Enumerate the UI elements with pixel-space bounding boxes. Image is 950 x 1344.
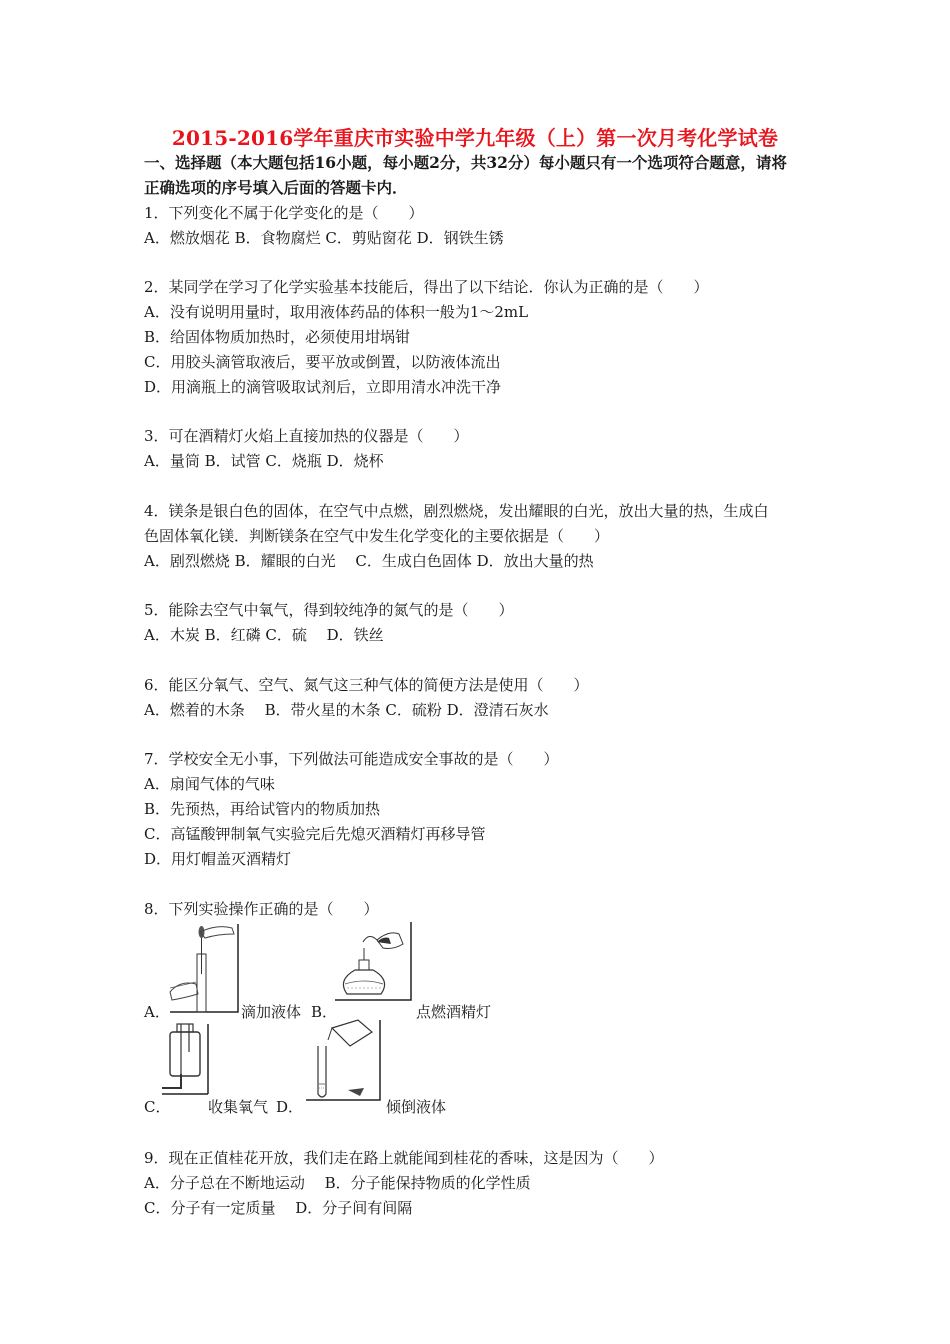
q1-options: A．燃放烟花 B．食物腐烂 C．剪贴窗花 D．钢铁生锈 bbox=[144, 229, 504, 247]
q1-stem: 1．下列变化不属于化学变化的是（ ） bbox=[144, 204, 424, 222]
dropper-figure bbox=[162, 922, 242, 1014]
q6-options: A．燃着的木条 B．带火星的木条 C．硫粉 D．澄清石灰水 bbox=[144, 701, 549, 719]
q3-stem: 3．可在酒精灯火焰上直接加热的仪器是（ ） bbox=[144, 427, 469, 445]
q9-stem: 9．现在正值桂花开放，我们走在路上就能闻到桂花的香味，这是因为（ ） bbox=[144, 1149, 664, 1167]
q8-option-d-text: 倾倒液体 bbox=[386, 1098, 447, 1116]
q4-stem-line-2: 色固体氧化镁．判断镁条在空气中发生化学变化的主要依据是（ ） bbox=[144, 527, 610, 545]
q7-option-b: B．先预热，再给试管内的物质加热 bbox=[144, 800, 381, 818]
q4-stem-line-1: 4．镁条是银白色的固体，在空气中点燃，剧烈燃烧，发出耀眼的白光，放出大量的热，生成白 bbox=[144, 502, 769, 520]
q7-option-a: A．扇闻气体的气味 bbox=[144, 775, 275, 793]
q6-stem: 6．能区分氧气、空气、氮气这三种气体的简便方法是使用（ ） bbox=[144, 676, 589, 694]
alcohol-lamp-figure bbox=[333, 920, 415, 1002]
q5-options: A．木炭 B．红磷 C．硫 D．铁丝 bbox=[144, 626, 384, 644]
q8-option-d-label: D． bbox=[276, 1098, 304, 1116]
q2-option-a: A．没有说明用量时，取用液体药品的体积一般为1～2mL bbox=[144, 303, 529, 321]
q7-option-d: D．用灯帽盖灭酒精灯 bbox=[144, 850, 292, 868]
q8-option-c-label: C． bbox=[144, 1098, 171, 1116]
q8-option-c-text: 收集氧气 bbox=[208, 1098, 269, 1116]
q5-stem: 5．能除去空气中氧气，得到较纯净的氮气的是（ ） bbox=[144, 601, 514, 619]
q9-options-cd: C．分子有一定质量 D．分子间有间隔 bbox=[144, 1199, 413, 1217]
q8-option-a-label: A． bbox=[144, 1003, 170, 1021]
q8-stem: 8．下列实验操作正确的是（ ） bbox=[144, 900, 379, 918]
q2-stem: 2．某同学在学习了化学实验基本技能后，得出了以下结论．你认为正确的是（ ） bbox=[144, 278, 709, 296]
q8-option-b-label: B． bbox=[311, 1003, 338, 1021]
q7-option-c: C．高锰酸钾制氧气实验完后先熄灭酒精灯再移导管 bbox=[144, 825, 486, 843]
q2-option-b: B．给固体物质加热时，必须使用坩埚钳 bbox=[144, 328, 411, 346]
gas-collection-figure bbox=[160, 1022, 216, 1096]
q8-option-a-text: 滴加液体 bbox=[241, 1003, 302, 1021]
exam-title: 2015-2016学年重庆市实验中学九年级（上）第一次月考化学试卷 bbox=[171, 126, 779, 150]
q8-option-b-text: 点燃酒精灯 bbox=[416, 1003, 492, 1021]
q2-option-d: D．用滴瓶上的滴管吸取试剂后，立即用清水冲洗干净 bbox=[144, 378, 502, 396]
q3-options: A．量筒 B．试管 C．烧瓶 D．烧杯 bbox=[144, 452, 384, 470]
section-heading-line-1: 一、选择题（本大题包括16小题，每小题2分，共32分）每小题只有一个选项符合题意，请将 bbox=[144, 153, 787, 172]
q4-options: A．剧烈燃烧 B．耀眼的白光 C．生成白色固体 D．放出大量的热 bbox=[144, 552, 594, 570]
q9-options-ab: A．分子总在不断地运动 B．分子能保持物质的化学性质 bbox=[144, 1174, 531, 1192]
q7-stem: 7．学校安全无小事，下列做法可能造成安全事故的是（ ） bbox=[144, 750, 559, 768]
section-heading-line-2: 正确选项的序号填入后面的答题卡内． bbox=[144, 178, 408, 197]
q2-option-c: C．用胶头滴管取液后，要平放或倒置，以防液体流出 bbox=[144, 353, 501, 371]
pouring-liquid-figure bbox=[298, 1018, 384, 1104]
